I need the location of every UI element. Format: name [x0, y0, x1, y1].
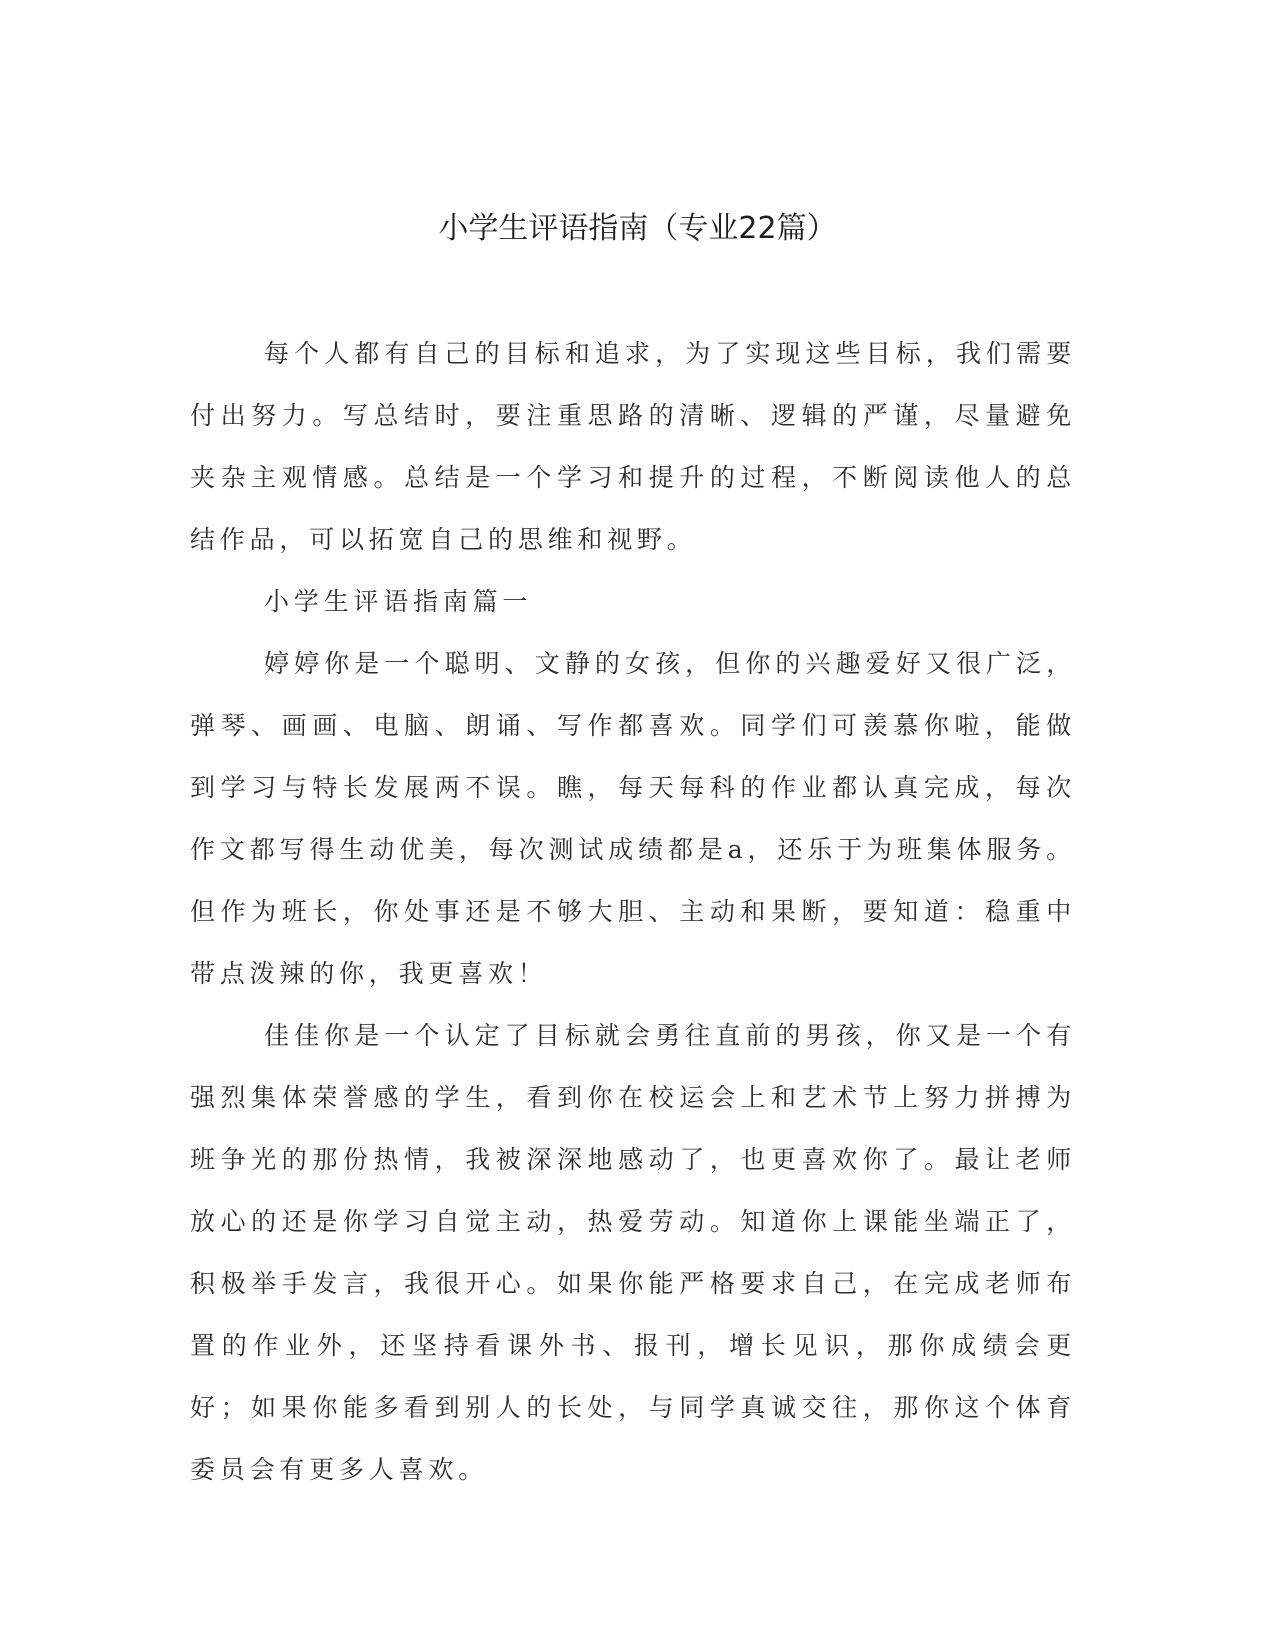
document-body [190, 323, 1076, 1501]
intro-paragraph: 每个人都有自己的目标和追求，为了实现这些目标，我们需要付出努力。写总结时，要注重思路的清晰、逻辑的严谨，尽量避免夹杂主观情感。总结是一个学习和提升的过程，不断阅读他人的总结作品，可以拓宽自己的思维和视野。 [190, 339, 1076, 554]
comment-paragraph-tingting: 婷婷你是一个聪明、文静的女孩，但你的兴趣爱好又很广泛，弹琴、画画、电脑、朗诵、写作都喜欢。同学们可羡慕你啦，能做到学习与特长发展两不误。瞧，每天每科的作业都认真完成，每次作文都写得生动优美，每次测试成绩都是a，还乐于为班集体服务。但作为班长，你处事还是不够大胆、主动和果断，要知道：稳重中带点泼辣的你，我更喜欢！ [190, 649, 1076, 988]
document-title: 小学生评语指南（专业22篇） [438, 211, 837, 246]
section-heading: 小学生评语指南篇一 [264, 587, 533, 616]
comment-paragraph-jiajia: 佳佳你是一个认定了目标就会勇往直前的男孩，你又是一个有强烈集体荣誉感的学生，看到你在校运会上和艺术节上努力拼搏为班争光的那份热情，我被深深地感动了，也更喜欢你了。最让老师放心的还是你学习自觉主动，热爱劳动。知道你上课能坐端正了，积极举手发言，我很开心。如果你能严格要求自己，在完成老师布置的作业外，还坚持看课外书、报刊，增长见识，那你成绩会更好；如果你能多看到别人的长处，与同学真诚交往，那你这个体育委员会有更多人喜欢。 [190, 1021, 1076, 1484]
